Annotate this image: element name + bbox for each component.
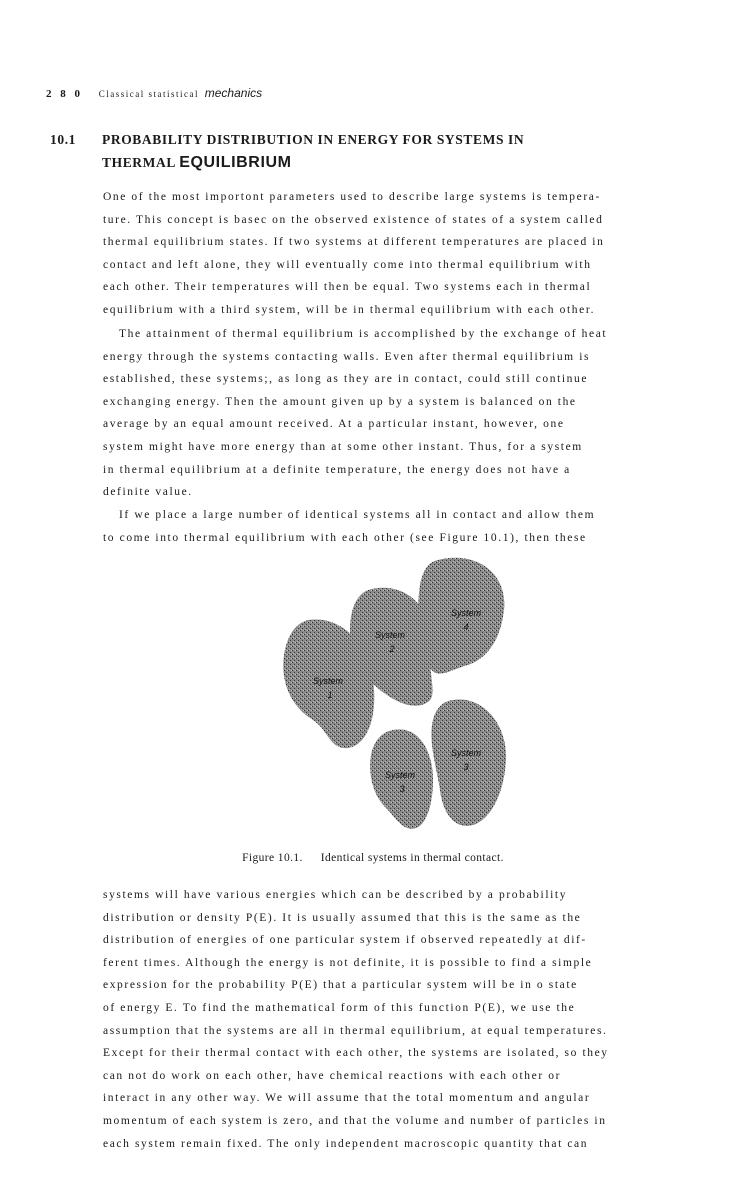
- text-line: assumption that the systems are all in thermal equilibrium, at equal temperatures.: [103, 1024, 608, 1037]
- system-number: 3: [399, 784, 405, 794]
- text-line: expression for the probability P(E) that a particular system will be in o state: [103, 979, 578, 992]
- text-line: energy through the systems contacting walls. Even after thermal equilibrium is: [103, 350, 591, 363]
- text-line: If we place a large number of identical systems all in contact and allow them: [119, 509, 596, 521]
- running-header: [46, 86, 262, 100]
- figure-caption: [0, 852, 746, 864]
- section-number: 10.1: [50, 132, 77, 147]
- paragraph-4: [103, 884, 693, 1155]
- running-title-italic: mechanics: [204, 86, 263, 100]
- text-line: system might have more energy than at some other instant. Thus, for a system: [103, 440, 583, 453]
- text-line: thermal equilibrium states. If two systems at different temperatures are placed in: [103, 236, 605, 249]
- text-line: of energy E. To find the mathematical form of this function P(E), we use the: [103, 1001, 576, 1014]
- caption-text: Identical systems in thermal contact.: [320, 852, 504, 864]
- system-number: 3: [463, 762, 469, 772]
- text-line: distribution or density P(E). It is usually assumed that this is the same as the: [103, 911, 582, 924]
- system-label: System: [312, 676, 344, 686]
- text-line: each system remain fixed. The only independent macroscopic quantity that can: [103, 1137, 589, 1150]
- text-line: ture. This concept is basec on the observed existence of states of a system called: [103, 213, 604, 226]
- text-line: exchanging energy. Then the amount given up by a system is balanced on the: [103, 395, 577, 408]
- system-number: 4: [463, 622, 469, 632]
- text-line: each other. Their temperatures will then be equal. Two systems each in thermal: [103, 281, 592, 294]
- page-number: 2 8 0: [46, 88, 83, 100]
- text-line: can not do work on each other, have chemical reactions with each other or: [103, 1069, 562, 1082]
- text-line: systems will have various energies which can be described by a probability: [103, 889, 568, 901]
- caption-label: Figure 10.1.: [242, 852, 303, 864]
- text-line: Except for their thermal contact with each other, the systems are isolated, so they: [103, 1047, 609, 1060]
- system-number: 2: [389, 644, 395, 654]
- text-line: The attainment of thermal equilibrium is accomplished by the exchange of heat: [119, 328, 608, 340]
- system-label: System: [374, 630, 406, 640]
- text-line: contact and left alone, they will eventually come into thermal equilibrium with: [103, 258, 592, 271]
- text-line: definite value.: [103, 486, 193, 499]
- text-line: distribution of energies of one particular system if observed repeatedly at dif-: [103, 934, 587, 947]
- system-label: System: [450, 748, 482, 758]
- section-title-line2b: EQUILIBRIUM: [179, 154, 292, 171]
- section-heading: [50, 128, 650, 174]
- system-number: 1: [327, 690, 333, 700]
- system-label: System: [450, 608, 482, 618]
- text-line: One of the most importont parameters used to describe large systems is tempera-: [103, 191, 601, 203]
- paragraph-2: [103, 323, 693, 504]
- section-title-line1: PROBABILITY DISTRIBUTION IN ENERGY FOR SYSTEMS IN: [102, 132, 525, 147]
- text-line: ferent times. Although the energy is not definite, it is possible to find a simple: [103, 956, 593, 969]
- figure-svg: [268, 550, 528, 850]
- text-line: established, these systems;, as long as they are in contact, could still continue: [103, 373, 589, 386]
- paragraph-1: [103, 186, 693, 322]
- system-blob-4: [431, 699, 506, 826]
- text-line: equilibrium with a third system, will be in thermal equilibrium with each other.: [103, 303, 596, 316]
- section-title-line2a: THERMAL: [102, 155, 176, 170]
- paragraph-3: [103, 504, 693, 549]
- running-title: Classical statistical: [98, 89, 199, 99]
- text-line: interact in any other way. We will assume that the total momentum and angular: [103, 1092, 591, 1105]
- system-label: System: [384, 770, 416, 780]
- text-line: momentum of each system is zero, and that the volume and number of particles in: [103, 1114, 607, 1127]
- text-line: average by an equal amount received. At a particular instant, however, one: [103, 418, 565, 431]
- text-line: to come into thermal equilibrium with each other (see Figure 10.1), then these: [103, 531, 587, 544]
- figure-systems: [268, 550, 528, 850]
- text-line: in thermal equilibrium at a definite temperature, the energy does not have a: [103, 463, 571, 476]
